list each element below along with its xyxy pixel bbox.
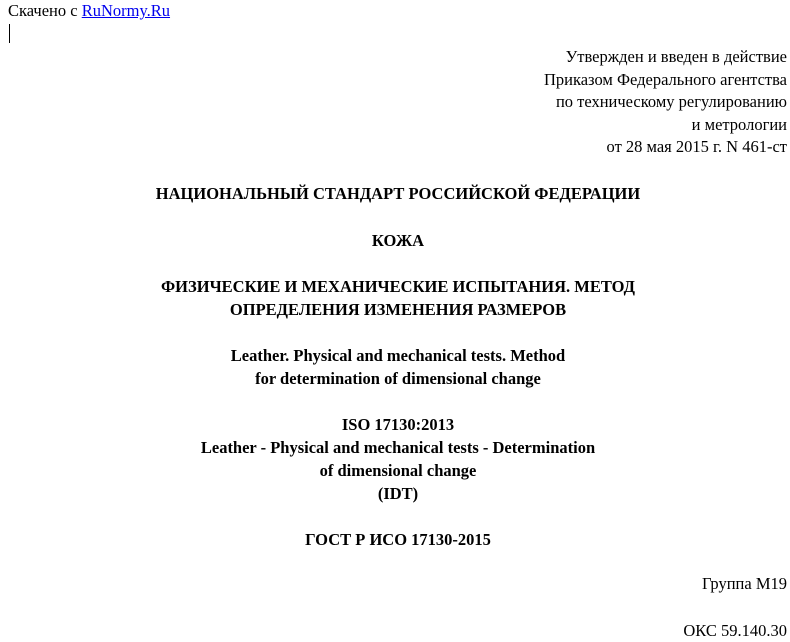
- group-code: Группа М19: [701, 574, 787, 593]
- title-en-block: [0, 344, 790, 390]
- gost-block: [0, 528, 790, 551]
- iso-degree: (IDT): [377, 484, 419, 503]
- title-en-line: for determination of dimensional change: [255, 369, 541, 388]
- iso-title-line: of dimensional change: [319, 461, 477, 480]
- title-ru-line: ФИЗИЧЕСКИЕ И МЕХАНИЧЕСКИЕ ИСПЫТАНИЯ. МЕТОД: [161, 277, 635, 296]
- title-en-line: Leather. Physical and mechanical tests. Method: [230, 346, 566, 365]
- subject-block: [0, 229, 790, 252]
- iso-title-line: Leather - Physical and mechanical tests - Determination: [200, 438, 596, 457]
- source-prefix: Скачено с: [8, 1, 82, 20]
- gost-designation: ГОСТ Р ИСО 17130-2015: [305, 530, 491, 549]
- subject-title: КОЖА: [371, 231, 425, 250]
- iso-block: [0, 413, 790, 505]
- iso-number: ISO 17130:2013: [341, 415, 455, 434]
- approval-line: по техническому регулированию: [555, 92, 787, 111]
- title-ru-block: [0, 275, 790, 321]
- approval-block: [544, 46, 787, 159]
- approval-line: Утвержден и введен в действие: [565, 47, 787, 66]
- title-ru-line: ОПРЕДЕЛЕНИЯ ИЗМЕНЕНИЯ РАЗМЕРОВ: [229, 300, 567, 319]
- approval-line: от 28 мая 2015 г. N 461-ст: [606, 137, 787, 156]
- oks-code: ОКС 59.140.30: [683, 621, 787, 640]
- source-link[interactable]: RuNormy.Ru: [81, 1, 171, 20]
- approval-line: и метрологии: [691, 114, 787, 134]
- standard-heading: НАЦИОНАЛЬНЫЙ СТАНДАРТ РОССИЙСКОЙ ФЕДЕРАЦИИ: [155, 184, 641, 203]
- approval-line: Приказом Федерального агентства: [543, 69, 787, 89]
- text-cursor: [9, 24, 10, 43]
- source-line: [8, 1, 170, 21]
- standard-heading-block: [0, 182, 790, 205]
